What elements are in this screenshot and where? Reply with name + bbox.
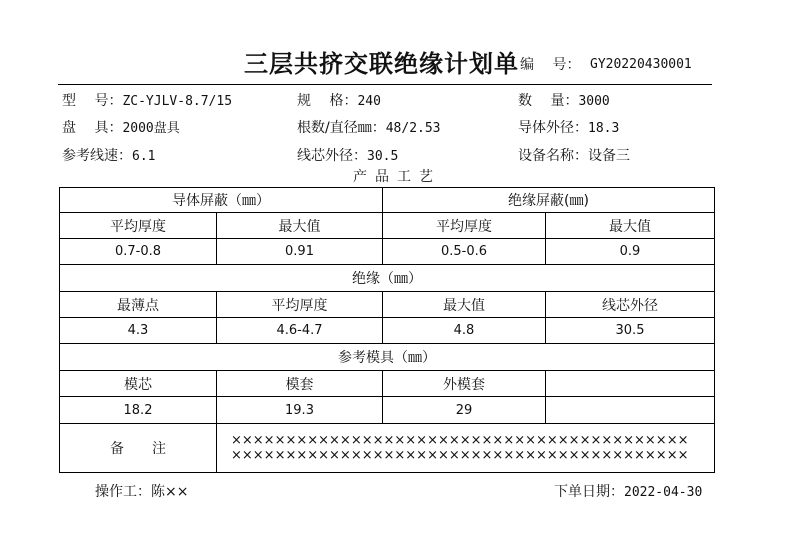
process-section-title: 产品工艺: [353, 169, 441, 185]
doc-number-label: 编 号：: [520, 57, 581, 73]
table-cell-value: 0.7-0.8: [60, 239, 217, 265]
info-spec-value: 240: [357, 94, 381, 109]
document-title: 三层共挤交联绝缘计划单: [244, 49, 519, 78]
info-speed-value: 6.1: [132, 149, 156, 164]
insulation-header: 绝缘（㎜）: [60, 265, 715, 292]
info-strands-value: 48/2.53: [385, 121, 441, 136]
table-cell-value: 0.9: [546, 239, 715, 265]
operator-label: 操作工：: [95, 484, 151, 500]
operator-value: 陈××: [151, 484, 189, 500]
table-cell-label: 平均厚度: [383, 213, 546, 239]
info-strands-label: 根数/直径㎜：: [297, 120, 386, 136]
table-cell-value: 4.8: [383, 318, 546, 344]
table-cell-label: 平均厚度: [60, 213, 217, 239]
table-cell-value: 18.2: [60, 397, 217, 424]
table-cell-label: 线芯外径: [546, 292, 715, 318]
table-cell-value: [546, 397, 715, 424]
table-cell-value: 30.5: [546, 318, 715, 344]
info-core-od-value: 30.5: [367, 149, 399, 164]
insulation-shield-header: 绝缘屏蔽(㎜): [383, 188, 715, 213]
table-cell-label: 模芯: [60, 371, 217, 397]
info-model: [62, 90, 232, 110]
info-conductor-od: [518, 117, 619, 137]
table-cell-label: 平均厚度: [217, 292, 383, 318]
remark-content: [217, 424, 715, 473]
info-spec-label: 规 格：: [297, 93, 358, 109]
info-model-value: ZC-YJLV-8.7/15: [122, 94, 233, 109]
remark-line: ××××××××××××××××××××××××××××××××××××××××××: [231, 448, 689, 463]
info-core-od-label: 线芯外径：: [297, 148, 367, 164]
remark-label: 备 注: [60, 424, 217, 473]
table-cell-label: 最大值: [383, 292, 546, 318]
operator: [95, 481, 188, 501]
info-spec: [297, 90, 381, 110]
table-cell-value: 0.5-0.6: [383, 239, 546, 265]
table-cell-value: 4.3: [60, 318, 217, 344]
table-cell-label: 最大值: [546, 213, 715, 239]
die-header: 参考模具（㎜）: [60, 344, 715, 371]
info-reel-value: 2000盘具: [122, 121, 180, 136]
table-cell-label: 最大值: [217, 213, 383, 239]
info-device: [518, 145, 630, 165]
info-qty-label: 数 量：: [518, 93, 579, 109]
table-cell-value: 0.91: [217, 239, 383, 265]
info-qty-value: 3000: [578, 94, 610, 109]
info-device-value: 设备三: [588, 148, 630, 164]
table-cell-value: 4.6-4.7: [217, 318, 383, 344]
info-qty: [518, 90, 610, 110]
info-core-od: [297, 145, 398, 165]
order-date-label: 下单日期：: [554, 484, 624, 500]
info-reel-label: 盘 具：: [62, 120, 123, 136]
info-strands: [297, 117, 441, 137]
info-reel: [62, 117, 180, 137]
doc-number-value: GY20220430001: [590, 57, 692, 72]
order-date-value: 2022-04-30: [624, 485, 703, 500]
remark-line: ××××××××××××××××××××××××××××××××××××××××××: [231, 433, 689, 448]
info-model-label: 型 号：: [62, 93, 123, 109]
conductor-shield-header: 导体屏蔽（㎜）: [60, 188, 383, 213]
table-cell-value: 19.3: [217, 397, 383, 424]
info-device-label: 设备名称：: [518, 148, 588, 164]
order-date: [554, 481, 702, 501]
table-cell-label: 最薄点: [60, 292, 217, 318]
info-speed-label: 参考线速：: [62, 148, 132, 164]
process-table: [59, 187, 715, 473]
header-divider: [58, 84, 712, 85]
info-speed: [62, 145, 155, 165]
info-conductor-od-label: 导体外径：: [518, 120, 588, 136]
table-cell-label: [546, 371, 715, 397]
table-cell-label: 外模套: [383, 371, 546, 397]
table-cell-value: 29: [383, 397, 546, 424]
info-conductor-od-value: 18.3: [588, 121, 620, 136]
table-cell-label: 模套: [217, 371, 383, 397]
